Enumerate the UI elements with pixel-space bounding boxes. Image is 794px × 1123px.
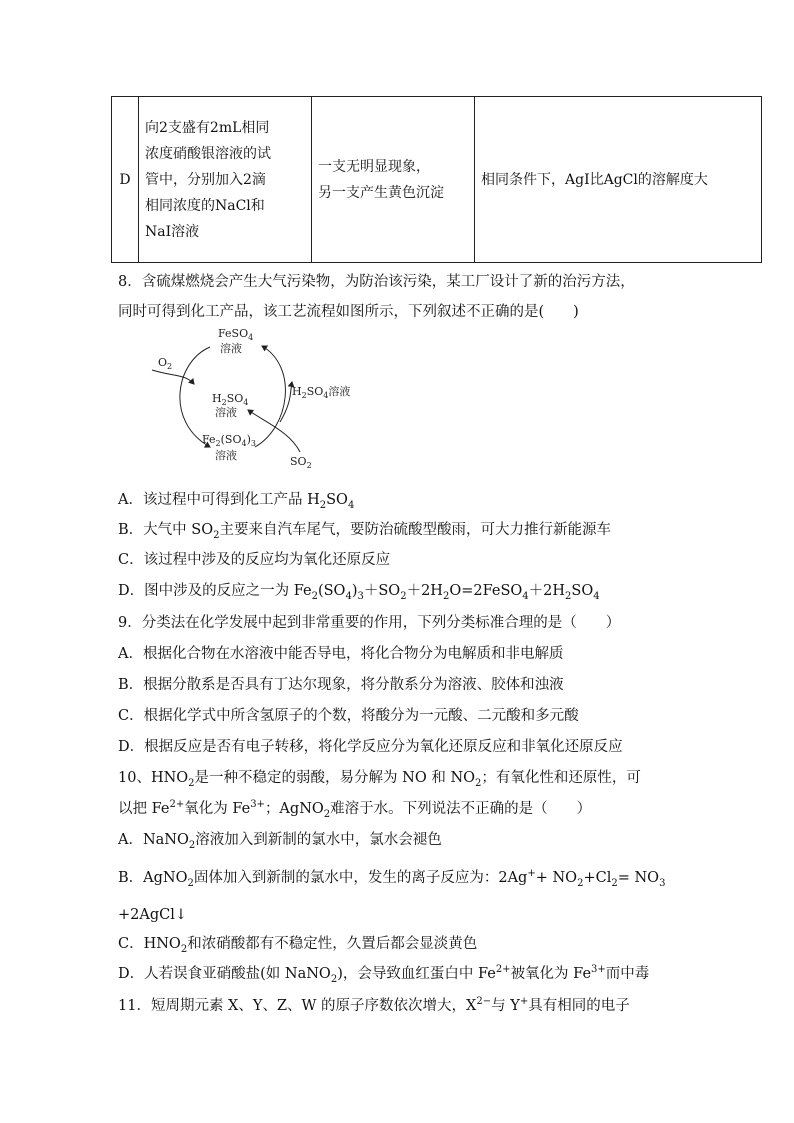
q8-option-d: D．图中涉及的反应之一为 $Fe_2(SO_4)_3+SO_2+2H_2O=2FeSO_4+2H_2SO_4$ — [118, 583, 600, 602]
q8-option-b: B．大气中 $SO_2$主要来自汽车尾气，要防治硫酸型酸雨，可大力推行新能源车 — [118, 522, 611, 541]
so2-label: $SO_2$ — [290, 455, 312, 470]
q8-option-a: A．该过程中可得到化工产品 $H_2SO_4$ — [118, 492, 355, 511]
q8-option-c: C．该过程中涉及的反应均为氧化还原反应 — [118, 552, 391, 568]
operation-cell — [139, 97, 312, 263]
o2-label: $O_2$ — [158, 356, 173, 371]
h2so4-out-label: $H_2SO_4$溶液 — [292, 385, 351, 400]
operation-line: 向2支盛有2mL相同 — [145, 119, 270, 136]
q10-stem-line2: 以把 $Fe^{2+}$氧化为 $Fe^{3+}$；AgNO$_2$难溶于水。下列说法不正确的是（ ） — [118, 799, 592, 820]
table-row — [112, 97, 762, 263]
operation-line: NaI溶液 — [145, 223, 200, 240]
o2-arrow — [152, 370, 194, 384]
feso4-solution-label: 溶液 — [220, 342, 242, 355]
phenomenon-line: 另一支产生黄色沉淀 — [318, 184, 444, 201]
fe2so43-label: $Fe_2(SO_4)_3$ — [202, 433, 256, 448]
q8-stem-line1: 8．含硫煤燃烧会产生大气污染物，为防治该污染，某工厂设计了新的治污方法， — [118, 274, 635, 290]
phenomenon-cell — [312, 97, 475, 263]
phenomenon-line: 一支无明显现象， — [318, 158, 430, 175]
h2so4-solution-label: 溶液 — [215, 406, 237, 419]
operation-line: 管中，分别加入2滴 — [145, 171, 266, 188]
q9-option-c: C．根据化学式中所含氢原子的个数，将酸分为一元酸、二元酸和多元酸 — [118, 708, 579, 724]
q9-option-b: B．根据分散系是否具有丁达尔现象，将分散系分为溶液、胶体和浊液 — [118, 677, 564, 693]
process-flow-diagram — [140, 322, 370, 472]
conclusion-cell: 相同条件下，AgI比AgCl的溶解度大 — [475, 97, 762, 263]
q9-stem: 9．分类法在化学发展中起到非常重要的作用，下列分类标准合理的是（ ） — [118, 615, 621, 631]
q10-option-b-cont: +2AgCl↓ — [118, 907, 188, 923]
operation-line: 相同浓度的NaCl和 — [145, 197, 265, 214]
q10-stem-line1: 10、$HNO_2$是一种不稳定的弱酸，易分解为 NO 和 $NO_2$；有氧化性和还原性，可 — [118, 770, 641, 789]
feso4-label: FeSO$_4$ — [218, 327, 254, 342]
q9-option-d: D．根据反应是否有电子转移，将化学反应分为氧化还原反应和非氧化还原反应 — [118, 739, 623, 755]
q10-option-d: D．人若误食亚硝酸盐(如 NaNO$_2$)，会导致血红蛋白中 $Fe^{2+}$被氧化为 $Fe^{3+}$而中毒 — [118, 964, 650, 985]
q10-option-c: C．$HNO_2$和浓硝酸都有不稳定性，久置后都会显淡黄色 — [118, 936, 478, 955]
experiment-table — [111, 96, 762, 263]
cycle-arrow-left — [180, 347, 210, 447]
q11-stem: 11．短周期元素 X、Y、Z、W 的原子序数依次增大，$X^{2-}$与 Y+具有相同的电子 — [118, 996, 630, 1014]
operation-line: 浓度硝酸银溶液的试 — [145, 145, 271, 162]
cycle-arrow-right — [255, 346, 285, 447]
q9-option-a: A．根据化合物在水溶液中能否导电，将化合物分为电解质和非电解质 — [118, 646, 564, 662]
h2so4-label: $H_2SO_4$ — [212, 392, 249, 407]
fe2so43-solution-label: 溶液 — [215, 449, 237, 462]
option-cell: D — [112, 97, 139, 263]
q10-option-b: B．AgNO$_2$固体加入到新制的氯水中，发生的离子反应为：$2Ag^++ NO_2+Cl_2= NO_3$ — [118, 868, 666, 889]
q8-stem-line2: 同时可得到化工产品，该工艺流程如图所示，下列叙述不正确的是( ) — [118, 304, 579, 320]
h2so4-out-arrow — [280, 382, 292, 422]
q10-option-a: A．NaNO$_2$溶液加入到新制的氯水中，氯水会褪色 — [118, 832, 442, 851]
